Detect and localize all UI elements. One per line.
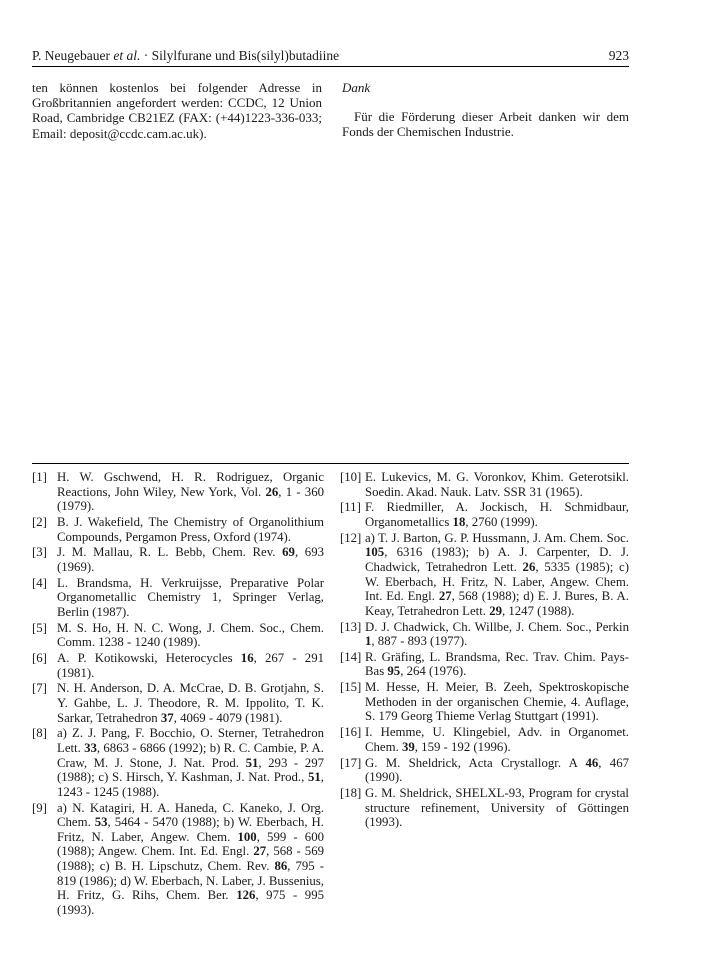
reference-text-run: I. Hemme, U. Klingebiel, Adv. in Organomet. Chem. bbox=[365, 725, 629, 754]
reference-number: [5] bbox=[32, 620, 47, 635]
reference-text-run: , 293 - 297 (1988); c) S. Hirsch, Y. Kashman, J. Nat. Prod., bbox=[57, 755, 324, 785]
reference-volume: 27 bbox=[438, 589, 452, 604]
reference-item bbox=[340, 680, 629, 724]
reference-text-run: E. Lukevics, M. G. Voronkov, Khim. Geterotsikl. Soedin. Akad. Nauk. Latv. SSR 31 (1965). bbox=[365, 470, 629, 499]
reference-text bbox=[57, 801, 324, 918]
running-header bbox=[32, 48, 629, 67]
reference-text-run: M. S. Ho, H. N. C. Wong, J. Chem. Soc., Chem. Comm. 1238 - 1240 (1989). bbox=[57, 620, 324, 650]
reference-volume: 69 bbox=[282, 545, 295, 560]
reference-volume: 95 bbox=[387, 664, 401, 679]
reference-text bbox=[57, 651, 324, 680]
reference-number: [6] bbox=[32, 651, 47, 666]
reference-number: [15] bbox=[340, 680, 362, 695]
reference-volume: 33 bbox=[84, 741, 97, 755]
acknowledgement-section bbox=[342, 80, 629, 140]
acknowledgement-text: Für die Förderung dieser Arbeit danken wir dem Fonds der Chemischen Industrie. bbox=[342, 109, 629, 140]
reference-volume: 37 bbox=[160, 710, 174, 725]
reference-item bbox=[340, 786, 629, 830]
reference-text bbox=[365, 620, 629, 649]
reference-volume: 29 bbox=[489, 603, 502, 618]
reference-number: [17] bbox=[340, 755, 362, 770]
reference-volume: 46 bbox=[585, 755, 599, 770]
acknowledgement-heading: Dank bbox=[342, 80, 371, 95]
reference-text-run: , 5335 (1985); c) W. Eberbach, H. Fritz, N. Laber, Angew. Chem. Int. Ed. Engl. bbox=[365, 559, 629, 604]
reference-item bbox=[340, 500, 629, 529]
reference-text-run: F. Riedmiller, A. Jockisch, H. Schmidbaur, Organometallics bbox=[365, 500, 629, 529]
reference-text-run: , 887 - 893 (1977). bbox=[371, 634, 468, 649]
reference-text bbox=[365, 725, 629, 754]
reference-text bbox=[365, 650, 629, 679]
reference-text-run: , 6316 (1983); b) A. J. Carpenter, D. J. Chadwick, Tetrahedron Lett. bbox=[365, 545, 629, 574]
reference-volume: 18 bbox=[452, 514, 466, 529]
reference-text-run: H. W. Gschwend, H. R. Rodriguez, Organic Reactions, John Wiley, New York, Vol. bbox=[57, 470, 324, 499]
reference-number: [12] bbox=[340, 530, 362, 545]
reference-number: [3] bbox=[32, 545, 47, 560]
reference-item bbox=[32, 470, 324, 514]
reference-item bbox=[32, 515, 324, 544]
reference-item bbox=[340, 620, 629, 649]
reference-volume: 105 bbox=[365, 545, 385, 560]
reference-number: [7] bbox=[32, 681, 47, 696]
reference-number: [16] bbox=[340, 725, 362, 740]
header-authors: P. Neugebauer bbox=[32, 48, 114, 63]
reference-number: [14] bbox=[340, 649, 362, 664]
reference-item bbox=[32, 621, 324, 650]
reference-text bbox=[365, 680, 629, 724]
reference-text-run: , 264 (1976). bbox=[400, 664, 467, 679]
reference-volume: 86 bbox=[274, 858, 288, 873]
reference-text-run: a) T. J. Barton, G. P. Hussmann, J. Am. Chem. Soc. bbox=[365, 530, 629, 545]
reference-text-run: G. M. Sheldrick, SHELXL-93, Program for crystal structure refinement, University of Göttingen (1993). bbox=[365, 785, 629, 830]
reference-text bbox=[57, 470, 324, 514]
reference-text-run: , 4069 - 4079 (1981). bbox=[173, 710, 283, 725]
reference-number: [2] bbox=[32, 514, 47, 529]
reference-text-run: , 1243 - 1245 (1988). bbox=[57, 770, 324, 799]
reference-text-run: , 267 - 291 (1981). bbox=[57, 651, 324, 680]
reference-text-run: B. J. Wakefield, The Chemistry of Organolithium Compounds, Pergamon Press, Oxford (1974). bbox=[57, 514, 324, 544]
reference-text-run: , 1 - 360 (1979). bbox=[57, 484, 325, 514]
reference-volume: 100 bbox=[237, 829, 257, 844]
reference-volume: 51 bbox=[308, 770, 321, 785]
reference-text-run: , 568 (1988); d) E. J. Bures, B. A. Keay, Tetrahedron Lett. bbox=[365, 589, 630, 618]
reference-item bbox=[340, 756, 629, 785]
reference-text bbox=[57, 545, 324, 574]
references-divider bbox=[32, 463, 629, 464]
reference-number: [11] bbox=[340, 500, 361, 515]
reference-text-run: , 693 (1969). bbox=[57, 545, 325, 574]
reference-text-run: N. H. Anderson, D. A. McCrae, D. B. Grotjahn, S. Y. Gahbe, L. J. Theodore, R. M. Ippolito, T. K. Sarkar, Tetrahedron bbox=[57, 681, 324, 725]
reference-text-run: , 599 - 600 (1988); Angew. Chem. Int. Ed. Engl. bbox=[57, 829, 324, 859]
reference-volume: 51 bbox=[245, 755, 259, 770]
page-number: 923 bbox=[608, 48, 629, 63]
reference-volume: 27 bbox=[253, 844, 267, 859]
reference-volume: 53 bbox=[94, 815, 108, 830]
header-etal: et al. bbox=[113, 48, 141, 63]
reference-text bbox=[365, 786, 629, 830]
reference-text-run: , 159 - 192 (1996). bbox=[414, 739, 511, 754]
reference-text-run: , 1247 (1988). bbox=[501, 603, 575, 618]
reference-text-run: D. J. Chadwick, Ch. Willbe, J. Chem. Soc., Perkin bbox=[365, 619, 629, 634]
reference-volume: 126 bbox=[236, 888, 256, 903]
reference-item bbox=[32, 726, 324, 799]
reference-item bbox=[340, 470, 629, 499]
reference-text-run: , 975 - 995 (1993). bbox=[57, 888, 325, 917]
reference-number: [1] bbox=[32, 470, 47, 484]
reference-list-right bbox=[340, 470, 629, 831]
reference-text-run: , 2760 (1999). bbox=[465, 514, 538, 529]
reference-text-run: A. P. Kotikowski, Heterocycles bbox=[57, 651, 241, 666]
reference-text-run: , 5464 - 5470 (1988); b) W. Eberbach, H. Fritz, N. Laber, Angew. Chem. bbox=[57, 815, 324, 844]
reference-text-run: , 6863 - 6866 (1992); b) R. C. Cambie, P. A. Craw, M. J. Stone, J. Nat. Prod. bbox=[57, 741, 324, 770]
running-title bbox=[32, 48, 339, 64]
reference-text-run: , 795 - 819 (1986); d) W. Eberbach, N. Laber, J. Bussenius, H. Fritz, G. Rihs, Chem. Ber. bbox=[57, 858, 324, 903]
reference-text-run: , 467 (1990). bbox=[365, 755, 630, 785]
reference-item bbox=[340, 650, 629, 679]
reference-text-run: J. M. Mallau, R. L. Bebb, Chem. Rev. bbox=[57, 545, 283, 560]
reference-text bbox=[365, 500, 629, 529]
reference-volume: 16 bbox=[240, 651, 254, 666]
reference-item bbox=[340, 725, 629, 754]
reference-item bbox=[32, 576, 324, 620]
reference-volume: 39 bbox=[401, 739, 415, 754]
reference-text bbox=[57, 681, 324, 725]
reference-text-run: M. Hesse, H. Meier, B. Zeeh, Spektroskopische Methoden in der organischen Chemie, 4. Auflage, S. 179 Georg Thieme Verlag Stuttgart (1991). bbox=[365, 680, 629, 724]
reference-item bbox=[32, 681, 324, 725]
left-column-paragraph: ten können kostenlos bei folgender Adresse in Großbritannien angefordert werden: CCDC, 12 Union Road, Cambridge CB21EZ (FAX: (+44)1223-336-033; Email: deposit@ccdc.cam.ac.uk). bbox=[32, 80, 322, 141]
reference-text-run: a) Z. J. Pang, F. Bocchio, O. Sterner, Tetrahedron Lett. bbox=[57, 726, 324, 755]
reference-list-left bbox=[32, 470, 324, 919]
reference-volume: 26 bbox=[265, 484, 279, 499]
reference-text bbox=[57, 576, 324, 620]
reference-text bbox=[57, 515, 324, 544]
reference-item bbox=[32, 545, 324, 574]
reference-number: [8] bbox=[32, 726, 47, 741]
reference-item bbox=[32, 801, 324, 918]
reference-volume: 26 bbox=[522, 559, 536, 574]
reference-number: [10] bbox=[340, 470, 362, 484]
reference-text-run: , 568 - 569 (1988); c) B. H. Lipschutz, Chem. Rev. bbox=[57, 844, 325, 873]
reference-number: [18] bbox=[340, 785, 362, 800]
reference-text-run: L. Brandsma, H. Verkruijsse, Preparative Polar Organometallic Chemistry 1, Springer Verlag, Berlin (1987). bbox=[57, 575, 324, 619]
reference-volume: 1 bbox=[365, 634, 372, 649]
reference-text bbox=[365, 756, 629, 785]
reference-text bbox=[365, 531, 629, 619]
reference-number: [9] bbox=[32, 800, 47, 815]
reference-item bbox=[340, 531, 629, 619]
reference-text bbox=[365, 470, 629, 499]
reference-text bbox=[57, 621, 324, 650]
reference-text bbox=[57, 726, 324, 799]
reference-text-run: a) N. Katagiri, H. A. Haneda, C. Kaneko, J. Org. Chem. bbox=[57, 800, 324, 830]
reference-number: [13] bbox=[340, 619, 362, 634]
reference-text-run: R. Gräfing, L. Brandsma, Rec. Trav. Chim. Pays-Bas bbox=[365, 649, 629, 679]
reference-text-run: G. M. Sheldrick, Acta Crystallogr. A bbox=[365, 755, 586, 770]
reference-item bbox=[32, 651, 324, 680]
header-title: · Silylfurane und Bis(silyl)butadiine bbox=[140, 48, 340, 63]
reference-number: [4] bbox=[32, 575, 47, 590]
